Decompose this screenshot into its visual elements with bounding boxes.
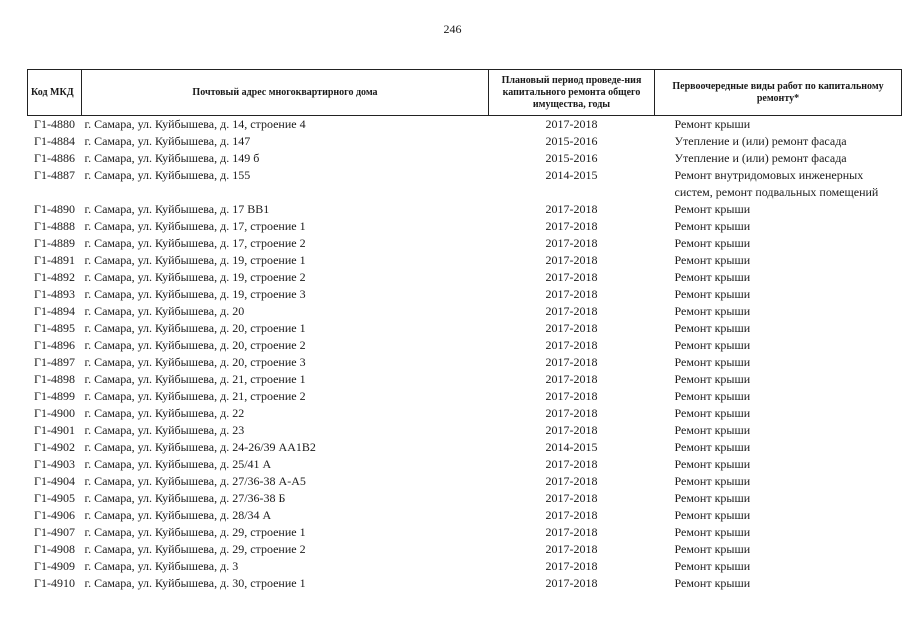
header-works: Первоочередные виды работ по капитальному ремонту* xyxy=(655,70,902,116)
cell-works: Ремонт внутридомовых инженерных систем, ремонт подвальных помещений xyxy=(674,168,879,199)
cell-period: 2017-2018 xyxy=(545,253,598,267)
cell-works: Ремонт крыши xyxy=(674,304,751,318)
cell-period: 2017-2018 xyxy=(545,355,598,369)
cell-code: Г1-4901 xyxy=(34,423,75,437)
table-row xyxy=(28,473,902,490)
cell-works: Ремонт крыши xyxy=(674,287,751,301)
cell-code: Г1-4893 xyxy=(34,287,75,301)
cell-works: Ремонт крыши xyxy=(674,117,751,131)
cell-works: Ремонт крыши xyxy=(674,372,751,386)
cell-period: 2017-2018 xyxy=(545,202,598,216)
cell-code: Г1-4898 xyxy=(34,372,75,386)
cell-address: г. Самара, ул. Куйбышева, д. 17 ВВ1 xyxy=(84,202,270,216)
cell-works: Ремонт крыши xyxy=(674,525,751,539)
table-row xyxy=(28,337,902,354)
cell-works: Ремонт крыши xyxy=(674,219,751,233)
cell-period: 2017-2018 xyxy=(545,117,598,131)
cell-code: Г1-4909 xyxy=(34,559,75,573)
header-address: Почтовый адрес многоквартирного дома xyxy=(82,70,489,116)
cell-address: г. Самара, ул. Куйбышева, д. 27/36-38 А-А5 xyxy=(84,474,306,488)
table-row xyxy=(28,524,902,541)
cell-code: Г1-4902 xyxy=(34,440,75,454)
cell-works: Ремонт крыши xyxy=(674,508,751,522)
table-row xyxy=(28,354,902,371)
cell-code: Г1-4884 xyxy=(34,134,75,148)
table-row xyxy=(28,116,902,134)
table-row xyxy=(28,286,902,303)
cell-works: Ремонт крыши xyxy=(674,559,751,573)
cell-period: 2017-2018 xyxy=(545,389,598,403)
cell-works: Утепление и (или) ремонт фасада xyxy=(674,134,847,148)
cell-period: 2017-2018 xyxy=(545,236,598,250)
table-body xyxy=(28,116,902,593)
cell-period: 2017-2018 xyxy=(545,338,598,352)
capital-repair-table xyxy=(27,69,902,592)
cell-code: Г1-4886 xyxy=(34,151,75,165)
cell-works: Ремонт крыши xyxy=(674,338,751,352)
cell-works: Ремонт крыши xyxy=(674,576,751,590)
cell-works: Ремонт крыши xyxy=(674,440,751,454)
cell-works: Ремонт крыши xyxy=(674,202,751,216)
table-row xyxy=(28,150,902,167)
cell-address: г. Самара, ул. Куйбышева, д. 30, строение 1 xyxy=(84,576,306,590)
cell-address: г. Самара, ул. Куйбышева, д. 28/34 А xyxy=(84,508,272,522)
cell-period: 2017-2018 xyxy=(545,542,598,556)
cell-code: Г1-4908 xyxy=(34,542,75,556)
table-row xyxy=(28,439,902,456)
table-row xyxy=(28,490,902,507)
cell-address: г. Самара, ул. Куйбышева, д. 147 xyxy=(84,134,251,148)
cell-period: 2017-2018 xyxy=(545,372,598,386)
cell-period: 2017-2018 xyxy=(545,457,598,471)
cell-period: 2017-2018 xyxy=(545,423,598,437)
cell-address: г. Самара, ул. Куйбышева, д. 17, строение 1 xyxy=(84,219,306,233)
table-row xyxy=(28,558,902,575)
cell-code: Г1-4895 xyxy=(34,321,75,335)
cell-period: 2017-2018 xyxy=(545,270,598,284)
cell-address: г. Самара, ул. Куйбышева, д. 149 б xyxy=(84,151,260,165)
cell-works: Ремонт крыши xyxy=(674,406,751,420)
cell-period: 2017-2018 xyxy=(545,559,598,573)
cell-code: Г1-4900 xyxy=(34,406,75,420)
table-row xyxy=(28,303,902,320)
table-row xyxy=(28,269,902,286)
cell-code: Г1-4880 xyxy=(34,117,75,131)
cell-period: 2017-2018 xyxy=(545,321,598,335)
table-row xyxy=(28,507,902,524)
cell-address: г. Самара, ул. Куйбышева, д. 27/36-38 Б xyxy=(84,491,286,505)
cell-code: Г1-4905 xyxy=(34,491,75,505)
cell-works: Утепление и (или) ремонт фасада xyxy=(674,151,847,165)
cell-works: Ремонт крыши xyxy=(674,321,751,335)
cell-address: г. Самара, ул. Куйбышева, д. 20 xyxy=(84,304,245,318)
table-row xyxy=(28,252,902,269)
cell-works: Ремонт крыши xyxy=(674,423,751,437)
table-row xyxy=(28,320,902,337)
cell-address: г. Самара, ул. Куйбышева, д. 19, строение 1 xyxy=(84,253,306,267)
cell-address: г. Самара, ул. Куйбышева, д. 21, строение 1 xyxy=(84,372,306,386)
cell-address: г. Самара, ул. Куйбышева, д. 24-26/39 АА1В2 xyxy=(84,440,316,454)
cell-period: 2017-2018 xyxy=(545,525,598,539)
cell-address: г. Самара, ул. Куйбышева, д. 17, строение 2 xyxy=(84,236,306,250)
cell-period: 2017-2018 xyxy=(545,508,598,522)
table-row xyxy=(28,422,902,439)
cell-works: Ремонт крыши xyxy=(674,270,751,284)
table-row xyxy=(28,133,902,150)
cell-code: Г1-4897 xyxy=(34,355,75,369)
cell-code: Г1-4890 xyxy=(34,202,75,216)
cell-code: Г1-4904 xyxy=(34,474,75,488)
cell-works: Ремонт крыши xyxy=(674,253,751,267)
cell-code: Г1-4889 xyxy=(34,236,75,250)
table-row xyxy=(28,456,902,473)
cell-period: 2017-2018 xyxy=(545,491,598,505)
cell-address: г. Самара, ул. Куйбышева, д. 19, строение 3 xyxy=(84,287,306,301)
cell-address: г. Самара, ул. Куйбышева, д. 22 xyxy=(84,406,245,420)
table-row xyxy=(28,405,902,422)
cell-code: Г1-4899 xyxy=(34,389,75,403)
table-row xyxy=(28,235,902,252)
cell-address: г. Самара, ул. Куйбышева, д. 21, строение 2 xyxy=(84,389,306,403)
cell-period: 2014-2015 xyxy=(545,440,598,454)
cell-address: г. Самара, ул. Куйбышева, д. 19, строение 2 xyxy=(84,270,306,284)
header-code: Код МКД xyxy=(28,70,82,116)
cell-code: Г1-4888 xyxy=(34,219,75,233)
cell-works: Ремонт крыши xyxy=(674,355,751,369)
cell-code: Г1-4896 xyxy=(34,338,75,352)
cell-period: 2015-2016 xyxy=(545,151,598,165)
cell-address: г. Самара, ул. Куйбышева, д. 29, строение 2 xyxy=(84,542,306,556)
table-header xyxy=(28,70,902,116)
cell-code: Г1-4891 xyxy=(34,253,75,267)
cell-works: Ремонт крыши xyxy=(674,542,751,556)
cell-code: Г1-4910 xyxy=(34,576,75,590)
cell-works: Ремонт крыши xyxy=(674,389,751,403)
table-row xyxy=(28,388,902,405)
table-row xyxy=(28,575,902,592)
cell-period: 2017-2018 xyxy=(545,287,598,301)
cell-code: Г1-4907 xyxy=(34,525,75,539)
cell-address: г. Самара, ул. Куйбышева, д. 155 xyxy=(84,168,251,182)
cell-address: г. Самара, ул. Куйбышева, д. 20, строение 2 xyxy=(84,338,306,352)
cell-period: 2017-2018 xyxy=(545,219,598,233)
cell-address: г. Самара, ул. Куйбышева, д. 23 xyxy=(84,423,245,437)
cell-period: 2015-2016 xyxy=(545,134,598,148)
table-row xyxy=(28,201,902,218)
cell-address: г. Самара, ул. Куйбышева, д. 3 xyxy=(84,559,239,573)
header-period: Плановый период проведе-ния капитального ремонта общего имущества, годы xyxy=(489,70,655,116)
cell-period: 2017-2018 xyxy=(545,474,598,488)
cell-address: г. Самара, ул. Куйбышева, д. 14, строение 4 xyxy=(84,117,306,131)
cell-code: Г1-4892 xyxy=(34,270,75,284)
table-row xyxy=(28,371,902,388)
cell-works: Ремонт крыши xyxy=(674,491,751,505)
cell-works: Ремонт крыши xyxy=(674,457,751,471)
cell-code: Г1-4903 xyxy=(34,457,75,471)
cell-address: г. Самара, ул. Куйбышева, д. 20, строение 1 xyxy=(84,321,306,335)
cell-address: г. Самара, ул. Куйбышева, д. 29, строение 1 xyxy=(84,525,306,539)
cell-code: Г1-4906 xyxy=(34,508,75,522)
cell-period: 2017-2018 xyxy=(545,406,598,420)
page-number: 246 xyxy=(443,22,462,36)
table-row xyxy=(28,541,902,558)
cell-period: 2017-2018 xyxy=(545,576,598,590)
cell-code: Г1-4887 xyxy=(34,168,75,182)
cell-works: Ремонт крыши xyxy=(674,236,751,250)
cell-works: Ремонт крыши xyxy=(674,474,751,488)
table-row xyxy=(28,218,902,235)
cell-address: г. Самара, ул. Куйбышева, д. 25/41 А xyxy=(84,457,272,471)
cell-code: Г1-4894 xyxy=(34,304,75,318)
cell-period: 2017-2018 xyxy=(545,304,598,318)
cell-address: г. Самара, ул. Куйбышева, д. 20, строение 3 xyxy=(84,355,306,369)
table-row xyxy=(28,167,902,201)
cell-period: 2014-2015 xyxy=(545,168,598,182)
